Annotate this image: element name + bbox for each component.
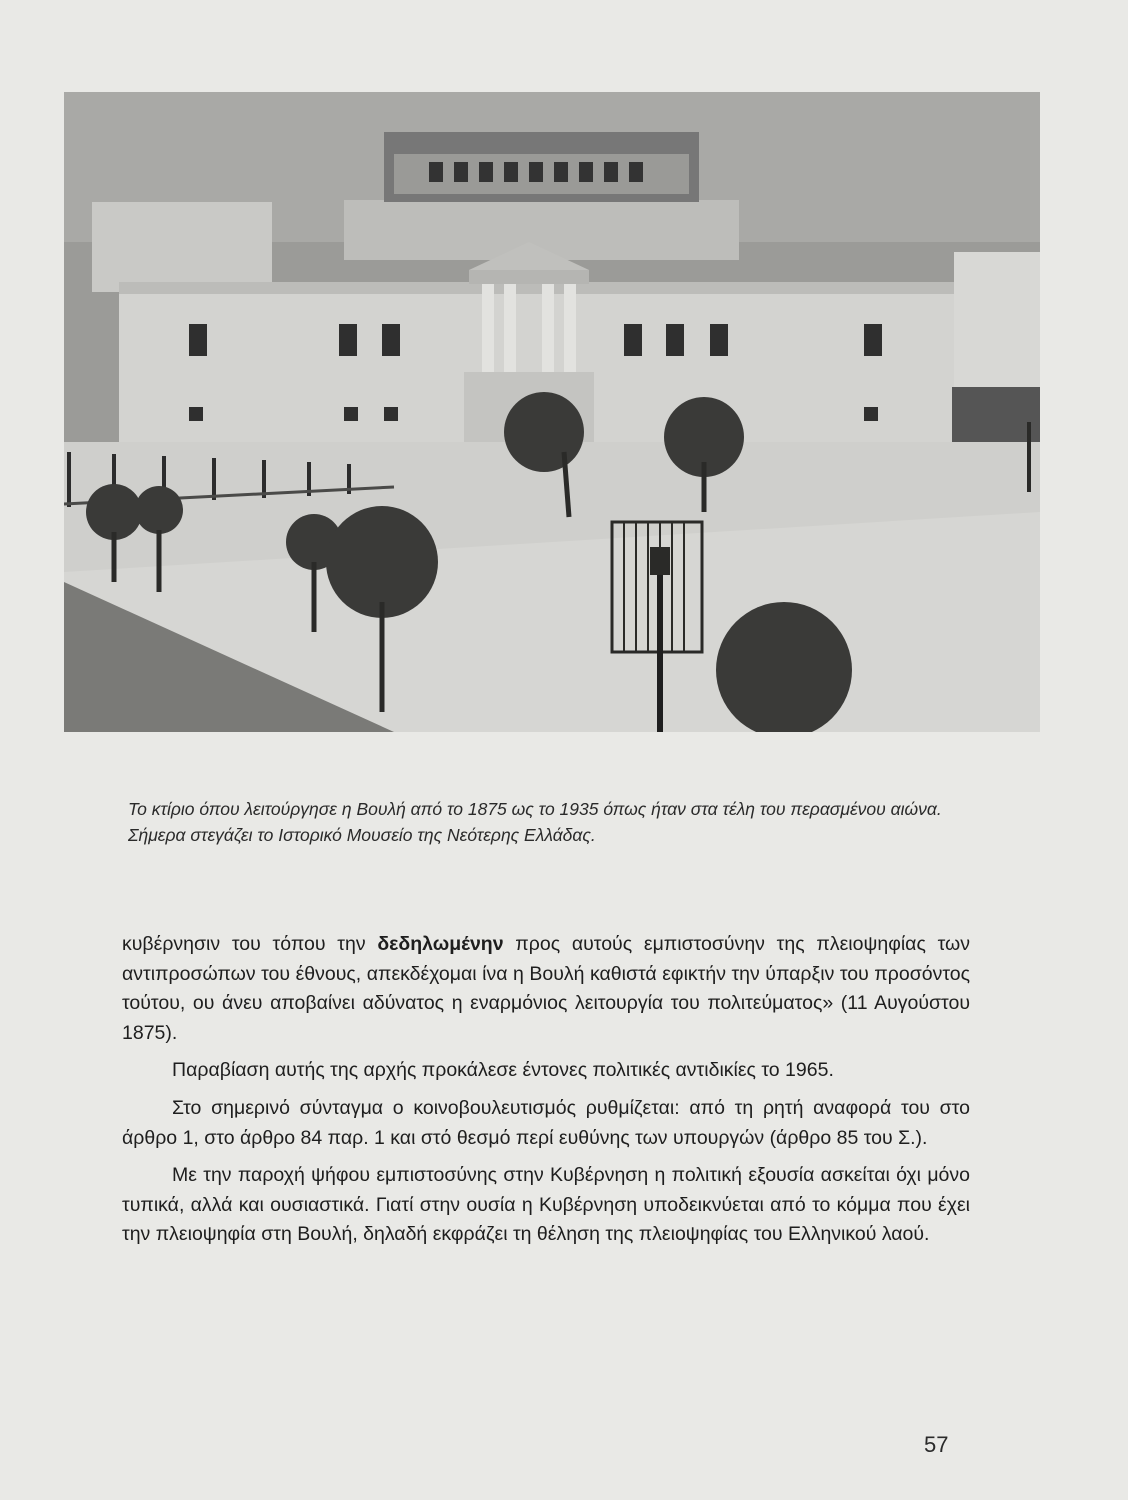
paragraph-1-bold-term: δεδηλωμένην [377, 933, 504, 955]
building-photo [64, 92, 1040, 732]
paragraph-4: Με την παροχή ψήφου εμπιστοσύνης στην Κυβέρνηση η πολιτική εξουσία ασκείται όχι μόνο τυπικά, αλλά και ουσιαστικά. Γιατί στην ουσία η Κυβέρνηση υποδεικνύεται από το κόμμα που έχει την πλειοψηφία στη Βουλή, δηλαδή εκφράζει τη θέληση της πλειοψηφίας του Ελληνικού λαού. [122, 1164, 970, 1246]
paragraph-1 [122, 930, 970, 1048]
paragraph-1-start: κυβέρνησιν του τόπου την [122, 933, 378, 955]
paragraph-2: Παραβίαση αυτής της αρχής προκάλεσε έντονες πολιτικές αντιδικίες το 1965. [172, 1059, 834, 1082]
page-number: 57 [924, 1432, 949, 1457]
paragraph-3: Στο σημερινό σύνταγμα ο κοινοβουλευτισμός ρυθμίζεται: από τη ρητή αναφορά του στο άρθρο 1, στο άρθρο 84 παρ. 1 και στό θεσμό περί ευθύνης των υπουργών (άρθρο 85 του Σ.). [122, 1096, 970, 1149]
body-text [122, 930, 970, 1250]
old-parliament-illustration [64, 92, 1040, 732]
paragraph-1-end: προς αυτούς εμπιστοσύνην της πλειοψηφίας των αντιπροσώπων του έθνους, απεκδέχομαι ίνα η Βουλή καθιστά εφικτήν την ύπαρξιν του προσόντος τούτου, ου άνευ αποβαίνει αδύνατος η εναρμόνιος λειτουργία του πολιτεύματος» (11 Αυγούστου 1875). [122, 933, 970, 1044]
photo-caption: Το κτίριο όπου λειτούργησε η Βουλή από το 1875 ως το 1935 όπως ήταν στα τέλη του περασμένου αιώνα. Σήμερα στεγάζει το Ιστορικό Μουσείο της Νεότερης Ελλάδας. [128, 799, 942, 845]
